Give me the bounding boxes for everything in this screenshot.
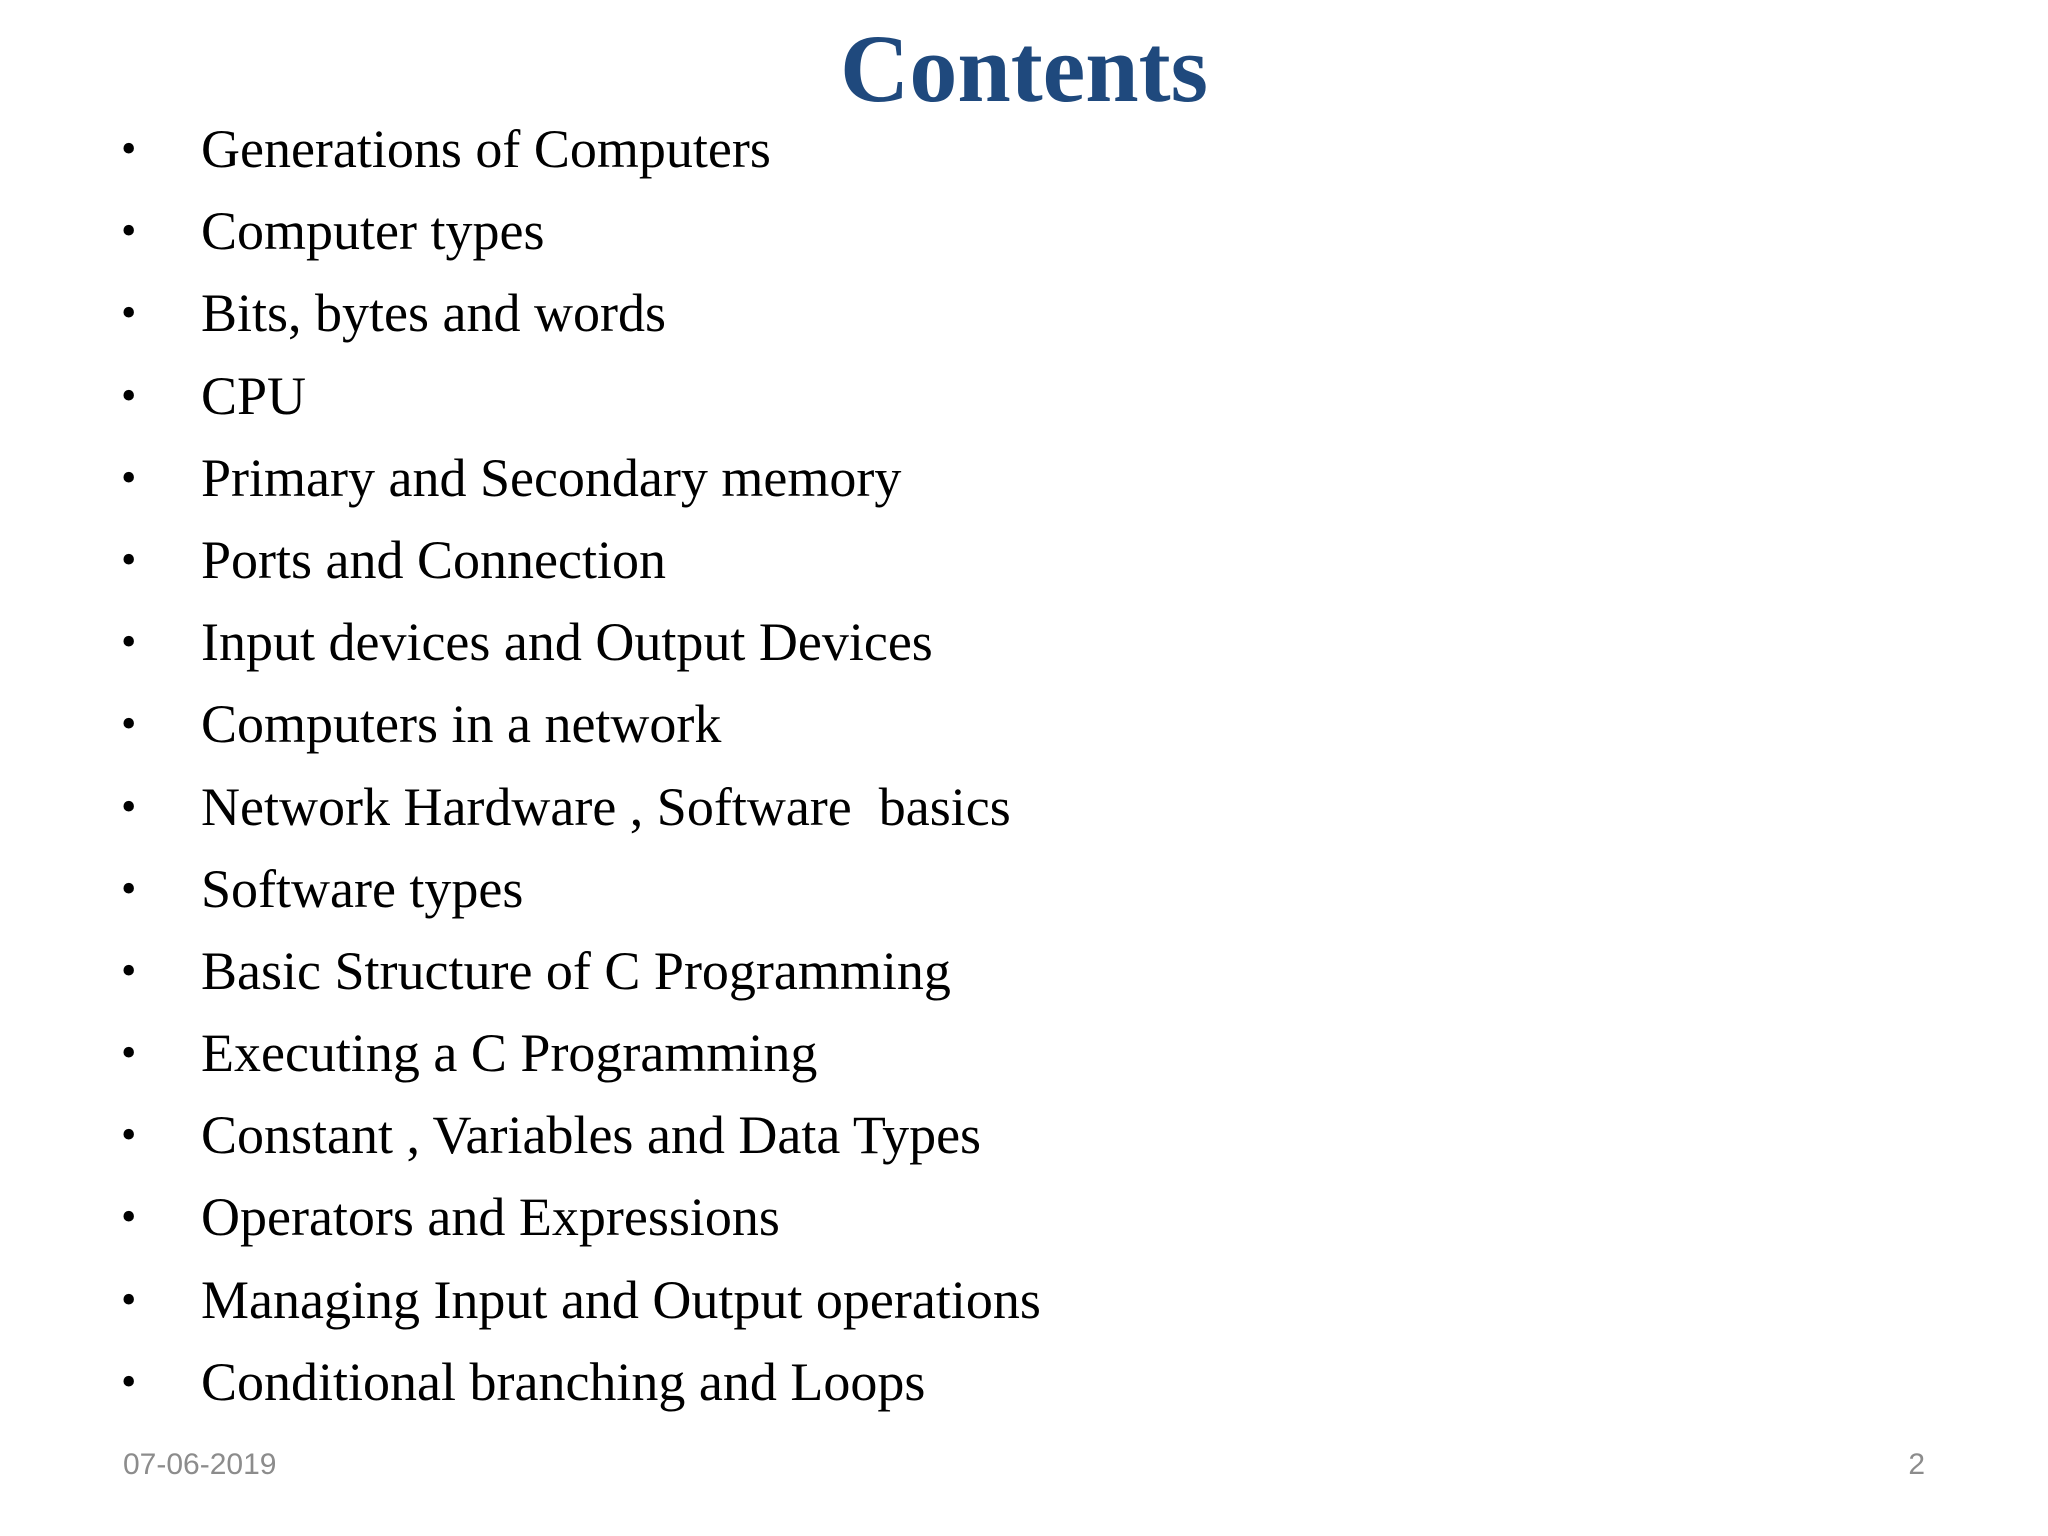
list-item-text: Computers in a network [201, 694, 722, 755]
list-item [0, 272, 2048, 354]
list-item-text: Primary and Secondary memory [201, 447, 902, 508]
list-item [0, 930, 2048, 1012]
list-item [0, 108, 2048, 190]
list-item-text: CPU [201, 365, 307, 426]
list-item [0, 601, 2048, 683]
slide-title: Contents [839, 15, 1208, 122]
bullet-icon: • [121, 945, 137, 995]
bullet-icon: • [121, 1274, 137, 1324]
list-item-text: Constant , Variables and Data Types [201, 1105, 982, 1166]
list-item [0, 355, 2048, 437]
bullet-icon: • [121, 370, 137, 420]
list-item [0, 683, 2048, 765]
bullet-icon: • [121, 124, 137, 173]
list-item [0, 190, 2048, 272]
list-item-text: Basic Structure of C Programming [201, 940, 951, 1001]
list-item [0, 1176, 2048, 1258]
page-number: 2 [1908, 1448, 1925, 1481]
bullet-icon: • [121, 288, 137, 338]
list-item-text: Generations of Computers [201, 119, 771, 179]
list-item [0, 519, 2048, 601]
bullet-icon: • [121, 863, 137, 913]
list-item-text: Software types [201, 858, 524, 919]
list-item-text: Managing Input and Output operations [201, 1269, 1041, 1330]
list-item [0, 1012, 2048, 1094]
list-item-text: Ports and Connection [201, 529, 666, 590]
bullet-icon: • [121, 699, 137, 749]
footer-date: 07-06-2019 [123, 1448, 277, 1481]
bullet-icon: • [121, 206, 137, 256]
list-item-text: Bits, bytes and words [201, 283, 666, 344]
list-item [0, 766, 2048, 848]
list-item [0, 1094, 2048, 1176]
list-item-text: Conditional branching and Loops [201, 1351, 926, 1412]
list-item-text: Computer types [201, 201, 545, 262]
bullet-icon: • [121, 1028, 137, 1078]
bullet-icon: • [121, 781, 137, 831]
list-item-text: Input devices and Output Devices [201, 612, 933, 673]
bullet-icon: • [121, 1356, 137, 1406]
list-item [0, 1341, 2048, 1423]
list-item [0, 437, 2048, 519]
bullet-icon: • [121, 534, 137, 584]
bullet-icon: • [121, 1192, 137, 1242]
bullet-icon: • [121, 1110, 137, 1160]
bullet-icon: • [121, 617, 137, 667]
bullet-icon: • [121, 452, 137, 502]
list-item-text: Operators and Expressions [201, 1187, 780, 1248]
list-item-text: Executing a C Programming [201, 1023, 818, 1084]
contents-list [0, 108, 2048, 1423]
list-item [0, 1259, 2048, 1341]
list-item-text: Network Hardware , Software basics [201, 776, 1011, 837]
list-item [0, 848, 2048, 930]
